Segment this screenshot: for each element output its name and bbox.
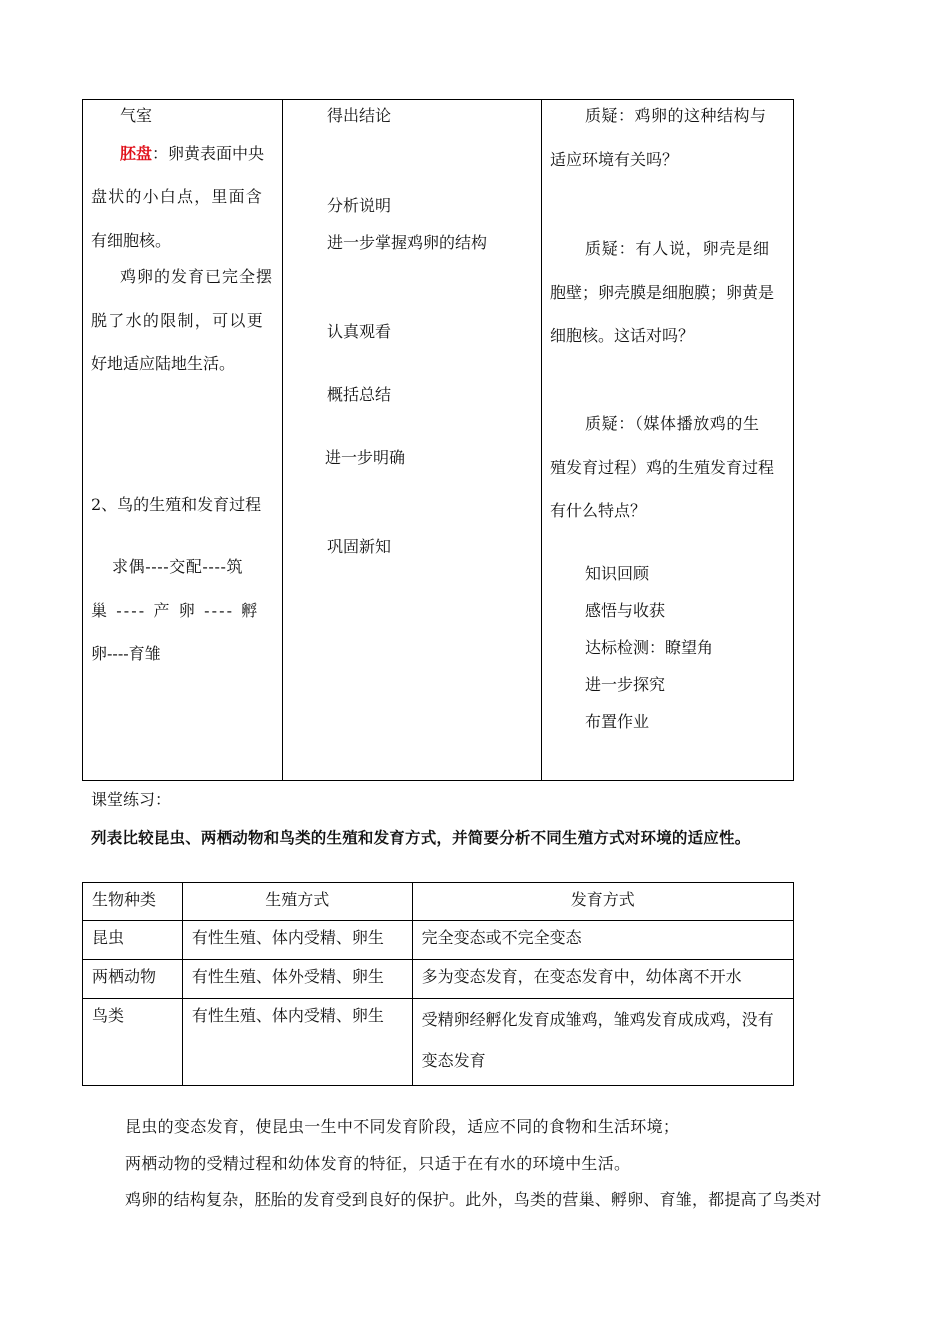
analysis-paragraph: 昆虫的变态发育，使昆虫一生中不同发育阶段，适应不同的食物和生活环境；	[125, 1117, 680, 1136]
analysis-paragraph: 两栖动物的受精过程和幼体发育的特征，只适于在有水的环境中生活。	[125, 1154, 631, 1173]
activity-item: 概括总结	[327, 385, 392, 404]
header-reproduction: 生殖方式	[182, 883, 412, 921]
table-row	[83, 960, 794, 999]
adapt-line-1: 鸡卵的发育已完全摆	[120, 267, 274, 286]
question-3-line-3: 有什么特点？	[550, 501, 647, 520]
cell-species: 两栖动物	[83, 960, 183, 999]
cell-reproduction: 有性生殖、体内受精、卵生	[182, 999, 412, 1086]
header-development: 发育方式	[412, 883, 793, 921]
embryo-desc: ：卵黄表面中央	[152, 144, 265, 163]
activity-item: 进一步明确	[325, 448, 406, 467]
table-header-row	[83, 883, 794, 921]
step-item: 感悟与收获	[585, 601, 666, 620]
question-2-line-1: 质疑：有人说，卵壳是细	[585, 239, 770, 258]
step-item: 达标检测：瞭望角	[585, 638, 714, 657]
exercise-label: 课堂练习：	[91, 790, 172, 809]
text-air-chamber: 气室	[120, 106, 153, 125]
embryo-line	[120, 141, 264, 164]
process-line-2: 巢 ---- 产 卵 ---- 孵	[91, 601, 260, 620]
cell-species: 昆虫	[83, 921, 183, 960]
question-3-line-1: 质疑：（媒体播放鸡的生	[585, 414, 760, 433]
table-row	[83, 921, 794, 960]
activity-item: 得出结论	[327, 106, 392, 125]
question-1-line-2: 适应环境有关吗？	[550, 150, 679, 169]
process-line-1: 求偶----交配----筑	[112, 557, 244, 576]
header-species: 生物种类	[83, 883, 183, 921]
step-item: 进一步探究	[585, 675, 666, 694]
question-2-line-3: 细胞核。这话对吗？	[550, 326, 695, 345]
activity-item: 进一步掌握鸡卵的结构	[327, 233, 488, 252]
exercise-task: 列表比较昆虫、两栖动物和鸟类的生殖和发育方式，并简要分析不同生殖方式对环境的适应性。	[91, 828, 751, 847]
cell-development: 多为变态发育，在变态发育中，幼体离不开水	[412, 960, 793, 999]
cell-development: 完全变态或不完全变态	[412, 921, 793, 960]
cell-development: 受精卵经孵化发育成雏鸡，雏鸡发育成成鸡，没有变态发育	[412, 999, 793, 1086]
comparison-table	[82, 882, 794, 1086]
question-3-line-2: 殖发育过程）鸡的生殖发育过程	[550, 458, 775, 477]
step-item: 布置作业	[585, 712, 650, 731]
process-line-3: 卵----育雏	[91, 644, 161, 663]
cell-species: 鸟类	[83, 999, 183, 1086]
question-2-line-2: 胞壁；卵壳膜是细胞膜；卵黄是	[550, 283, 775, 302]
section-title: 2、鸟的生殖和发育过程	[91, 495, 262, 514]
table-row	[83, 999, 794, 1086]
embryo-desc-2: 盘状的小白点，里面含	[91, 187, 264, 206]
adapt-line-2: 脱了水的限制，可以更	[91, 311, 265, 330]
activity-item: 认真观看	[327, 322, 392, 341]
adapt-line-3: 好地适应陆地生活。	[91, 354, 236, 373]
table-divider	[541, 99, 542, 781]
analysis-paragraph: 鸡卵的结构复杂，胚胎的发育受到良好的保护。此外，鸟类的营巢、孵卵、育雏，都提高了鸟类对	[125, 1190, 822, 1209]
question-1-line-1: 质疑：鸡卵的这种结构与	[585, 106, 767, 125]
step-item: 知识回顾	[585, 564, 650, 583]
activity-item: 分析说明	[327, 196, 392, 215]
table-divider	[282, 99, 283, 781]
embryo-term: 胚盘	[120, 144, 153, 163]
cell-reproduction: 有性生殖、体外受精、卵生	[182, 960, 412, 999]
embryo-desc-3: 有细胞核。	[91, 231, 172, 250]
cell-reproduction: 有性生殖、体内受精、卵生	[182, 921, 412, 960]
activity-item: 巩固新知	[327, 537, 392, 556]
